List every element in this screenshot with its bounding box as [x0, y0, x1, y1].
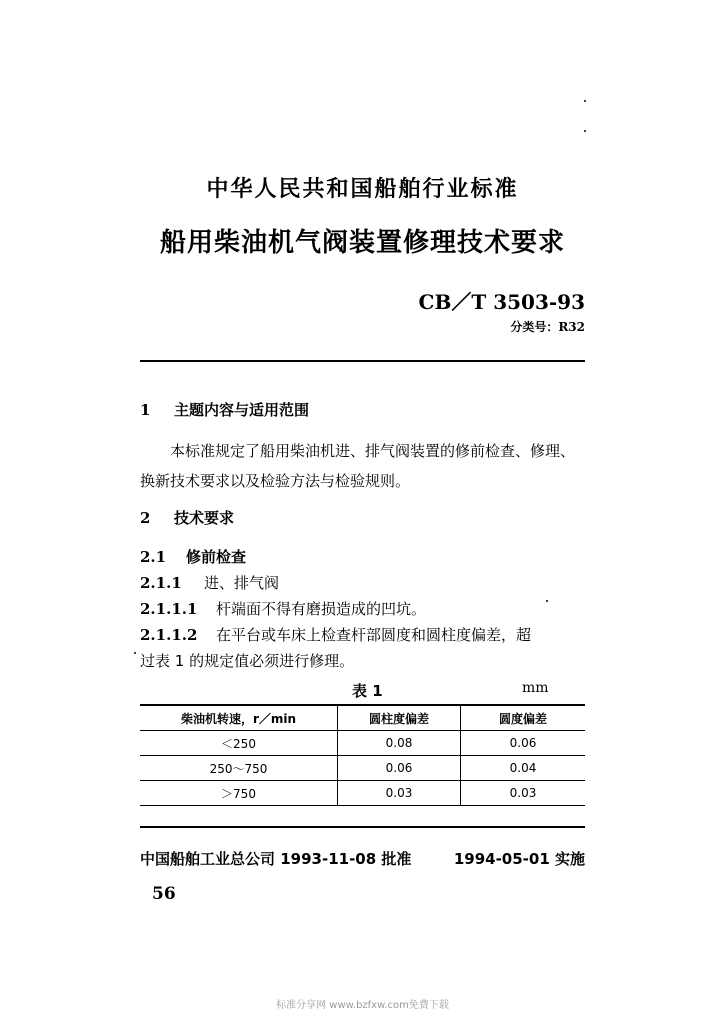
- header-divider: [140, 360, 585, 362]
- table-cell: ＞750: [140, 781, 338, 806]
- table-row: [140, 756, 585, 781]
- table-caption: 表 1: [352, 682, 383, 700]
- standard-code: CB／T 3503-93: [418, 290, 585, 314]
- section-title: 修前检查: [186, 548, 247, 566]
- approval-footer: [140, 848, 585, 869]
- table-cell: 0.06: [461, 731, 586, 756]
- section-title: 主题内容与适用范围: [174, 401, 310, 419]
- section-2-heading: [140, 507, 234, 528]
- clause-2-1-1-2-continued: 过表 1 的规定值必须进行修理。: [140, 652, 355, 670]
- table-cell: 0.08: [338, 731, 461, 756]
- section-title: 技术要求: [174, 509, 235, 527]
- table-header-row: [140, 706, 585, 731]
- section-number: 2.1: [140, 548, 167, 566]
- table-row: [140, 731, 585, 756]
- clause-2-1-1-1: [140, 598, 585, 619]
- clause-number: 2.1.1.2: [140, 626, 198, 644]
- approval-date: 中国船舶工业总公司 1993-11-08 批准: [140, 850, 412, 868]
- section-1-body: 本标准规定了船用柴油机进、排气阀装置的修前检查、修理、换新技术要求以及检验方法与检验规则。: [140, 442, 576, 490]
- document-title: 船用柴油机气阀装置修理技术要求: [159, 228, 565, 258]
- page-number: 56: [152, 884, 176, 904]
- table-cell: ＜250: [140, 731, 338, 756]
- header-cell: 圆度偏差: [461, 706, 586, 731]
- clause-text: 在平台或车床上检查杆部圆度和圆柱度偏差，超: [216, 626, 532, 644]
- header-cell: 柴油机转速，r／min: [140, 706, 338, 731]
- section-title: 进、排气阀: [204, 574, 280, 592]
- table-cell: 0.03: [461, 781, 586, 806]
- table-cell: 0.06: [338, 756, 461, 781]
- tolerance-table: [140, 706, 585, 806]
- watermark: 标准分享网 www.bzfxw.com免费下载: [276, 1000, 449, 1011]
- table-cell: 250～750: [140, 756, 338, 781]
- speck: [584, 100, 586, 102]
- section-2-1-heading: [140, 546, 246, 567]
- section-number: 2: [140, 509, 151, 527]
- clause-2-1-1-2: [140, 624, 585, 645]
- effective-date: 1994-05-01 实施: [453, 850, 585, 868]
- clause-number: 2.1.1.1: [140, 600, 198, 618]
- footer-divider: [140, 826, 585, 828]
- classification-number: 分类号：R32: [510, 320, 585, 334]
- section-number: 1: [140, 401, 151, 419]
- section-number: 2.1.1: [140, 574, 182, 592]
- table-unit: mm: [522, 680, 549, 696]
- speck: [134, 652, 136, 654]
- speck: [546, 600, 548, 602]
- table-cell: 0.04: [461, 756, 586, 781]
- speck: [584, 130, 586, 132]
- clause-text: 杆端面不得有磨损造成的凹坑。: [216, 600, 427, 618]
- section-1-heading: [140, 399, 309, 420]
- table-cell: 0.03: [338, 781, 461, 806]
- org-title: 中华人民共和国船舶行业标准: [206, 177, 519, 202]
- header-cell: 圆柱度偏差: [338, 706, 461, 731]
- table-row: [140, 781, 585, 806]
- section-2-1-1-heading: [140, 572, 585, 593]
